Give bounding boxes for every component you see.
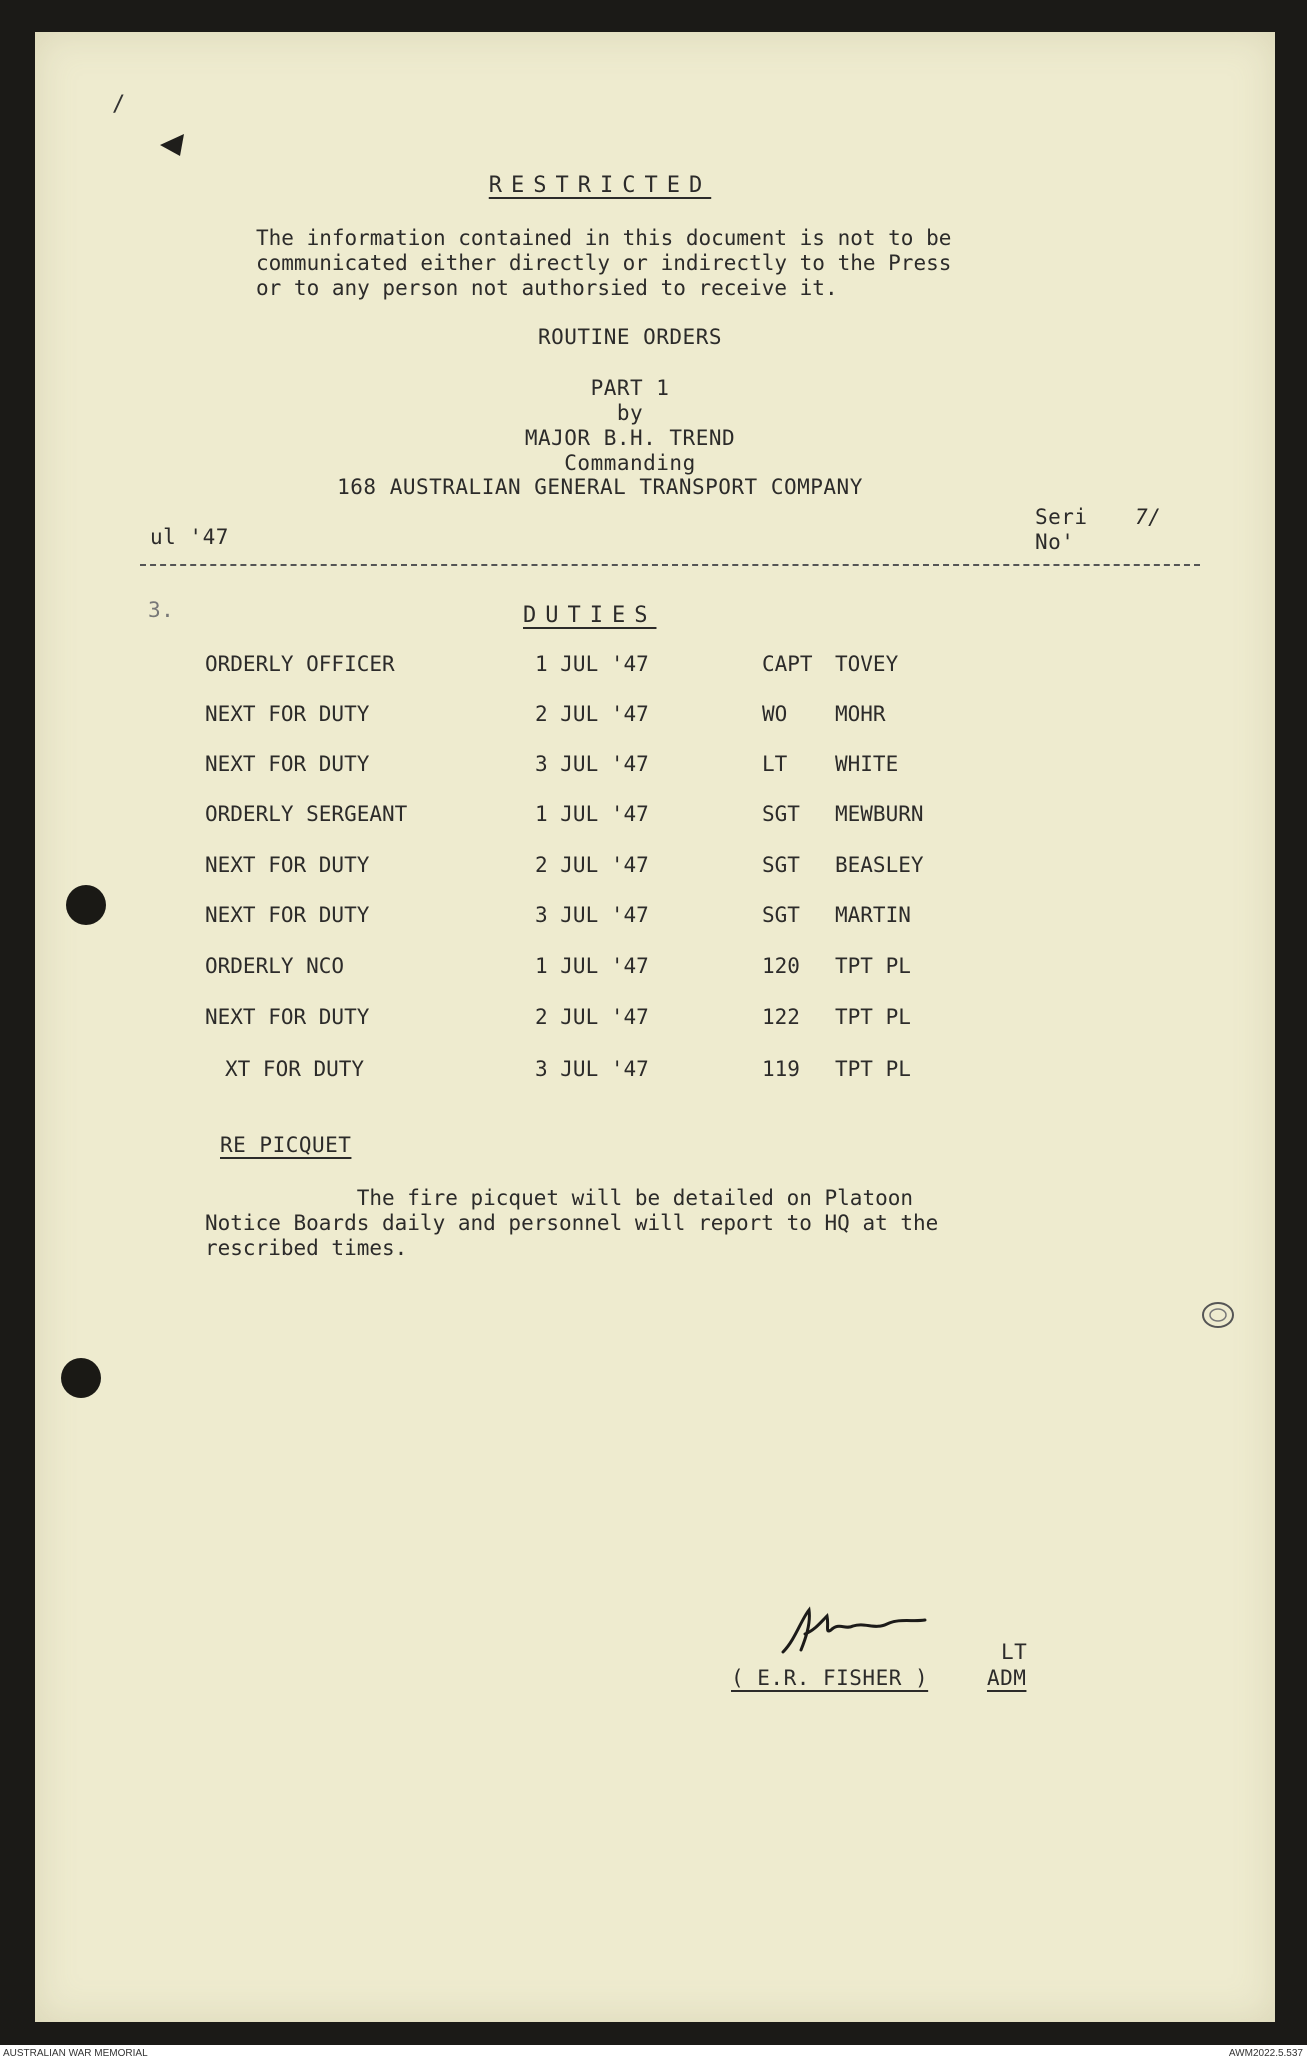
fire-picquet-line: The fire picquet will be detailed on Platoon (205, 1186, 914, 1210)
duty-name: WHITE (835, 752, 899, 776)
duty-row (205, 752, 1005, 782)
notice-line: or to any person not authorsied to receive it. (256, 276, 838, 300)
serial-label: Seri (1035, 505, 1088, 529)
duty-role: XT FOR DUTY (225, 1057, 365, 1081)
duty-row (205, 954, 1005, 984)
commanding-label: Commanding (564, 451, 696, 475)
order-date: ul '47 (150, 525, 229, 549)
document-title: ROUTINE ORDERS (537, 325, 722, 349)
fire-picquet-line: rescribed times. (205, 1236, 408, 1260)
signatory-name: ( E.R. FISHER ) (731, 1666, 929, 1690)
duty-role: NEXT FOR DUTY (205, 853, 370, 877)
duty-rank: 122 (762, 1005, 800, 1029)
stamp-circle-icon (1200, 1300, 1236, 1330)
duty-rank: SGT (762, 802, 800, 826)
duty-rank: LT (762, 752, 788, 776)
serial-value: 7/ (1135, 505, 1162, 529)
duty-row (205, 802, 1005, 832)
punch-hole-upper (66, 885, 106, 925)
duty-role: NEXT FOR DUTY (205, 702, 370, 726)
duty-date: 3 JUL '47 (535, 752, 649, 776)
duty-name: BEASLEY (835, 853, 924, 877)
archive-footer (0, 2046, 1307, 2061)
arrow-mark-icon (158, 132, 186, 158)
stray-mark-icon: / (112, 92, 126, 117)
duty-name: TPT PL (835, 954, 911, 978)
duty-rank: SGT (762, 853, 800, 877)
signatory-rank-line2: ADM (987, 1666, 1027, 1690)
separator-line (140, 564, 1200, 566)
fire-picquet-heading: RE PICQUET (220, 1133, 352, 1157)
number-label: No' (1035, 530, 1075, 554)
duty-rank: WO (762, 702, 788, 726)
handwritten-signature-icon (775, 1600, 965, 1660)
duty-date: 2 JUL '47 (535, 853, 649, 877)
duty-row (205, 702, 1005, 732)
duty-name: TOVEY (835, 652, 899, 676)
duty-role: ORDERLY OFFICER (205, 652, 395, 676)
duty-role: ORDERLY SERGEANT (205, 802, 408, 826)
archive-reference: AWM2022.5.537 (1228, 2048, 1303, 2059)
duty-date: 3 JUL '47 (535, 903, 649, 927)
duty-row (205, 1005, 1005, 1035)
unit-name: 168 AUSTRALIAN GENERAL TRANSPORT COMPANY (337, 475, 863, 499)
duty-row (205, 903, 1005, 933)
duty-rank: 119 (762, 1057, 800, 1081)
duty-date: 1 JUL '47 (535, 802, 649, 826)
classification-heading: RESTRICTED (488, 173, 712, 198)
duties-heading: DUTIES (523, 603, 657, 628)
duty-role: NEXT FOR DUTY (205, 1005, 370, 1029)
fire-picquet-text (205, 1186, 938, 1261)
duty-row (205, 853, 1005, 883)
duty-date: 3 JUL '47 (535, 1057, 649, 1081)
punch-hole-lower (61, 1358, 101, 1398)
duty-name: TPT PL (835, 1005, 911, 1029)
duty-name: MARTIN (835, 903, 911, 927)
section-number: 3. (148, 598, 175, 622)
duty-role: ORDERLY NCO (205, 954, 345, 978)
duty-rank: CAPT (762, 652, 813, 676)
duty-role: NEXT FOR DUTY (205, 752, 370, 776)
archive-name: AUSTRALIAN WAR MEMORIAL (3, 2048, 148, 2059)
notice-line: The information contained in this document is not to be (256, 226, 952, 250)
duty-rank: 120 (762, 954, 800, 978)
by-label: by (616, 401, 644, 425)
fire-picquet-line: Notice Boards daily and personnel will report to HQ at the (205, 1211, 939, 1235)
restriction-notice (256, 226, 951, 301)
duty-date: 1 JUL '47 (535, 954, 649, 978)
duty-date: 2 JUL '47 (535, 702, 649, 726)
duty-rank: SGT (762, 903, 800, 927)
signatory-rank-line1: LT (1001, 1640, 1028, 1664)
duty-date: 2 JUL '47 (535, 1005, 649, 1029)
duty-role: NEXT FOR DUTY (205, 903, 370, 927)
notice-line: communicated either directly or indirectly to the Press (256, 251, 952, 275)
duty-name: MEWBURN (835, 802, 924, 826)
part-label: PART 1 (590, 376, 670, 400)
duty-name: MOHR (835, 702, 886, 726)
duty-row (205, 652, 1005, 682)
duty-name: TPT PL (835, 1057, 911, 1081)
officer-name: MAJOR B.H. TREND (524, 426, 736, 450)
duty-row (205, 1057, 1005, 1087)
duty-date: 1 JUL '47 (535, 652, 649, 676)
